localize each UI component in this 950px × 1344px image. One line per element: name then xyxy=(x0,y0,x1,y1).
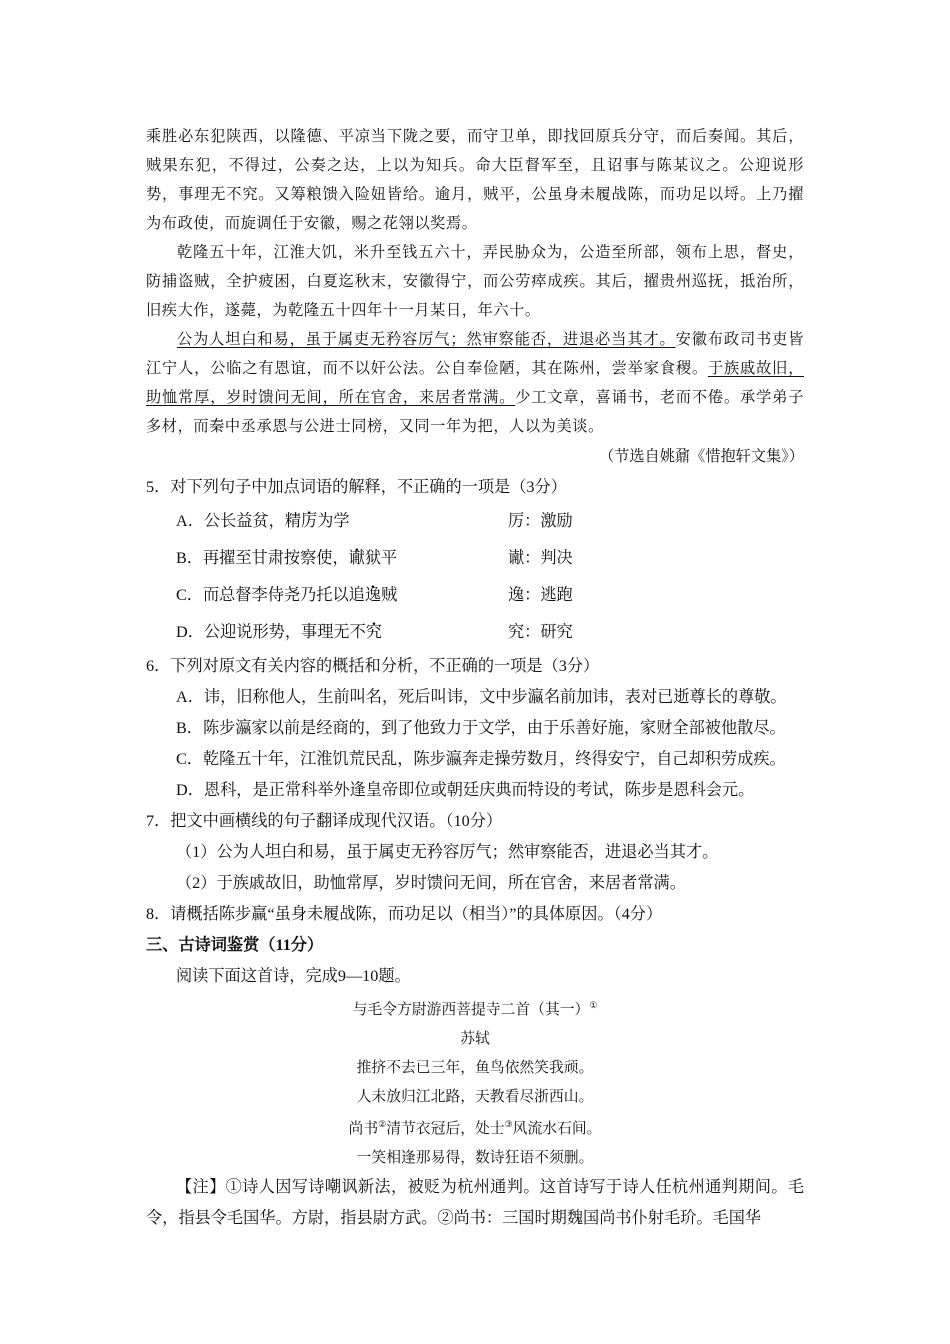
question-5-option-b xyxy=(176,540,804,577)
poem-text: 尚书 xyxy=(348,1119,379,1137)
dotted-word: 谳 xyxy=(348,549,365,567)
poem-line-2: 人未放归江北路，天教看尽浙西山。 xyxy=(356,1087,594,1105)
footnote-marker: ③ xyxy=(504,1119,513,1130)
option-gloss: 厉：激励 xyxy=(508,512,573,530)
question-6-option-d: D．恩科，是正常科举外逢皇帝即位或朝廷庆典而特设的考试，陈步是恩科会元。 xyxy=(176,781,755,799)
option-text: 贼 xyxy=(381,586,398,604)
question-7-item-2: （2）于族戚故旧，助恤常厚，岁时馈问无间，所在官舍，来居者常满。 xyxy=(176,874,686,892)
option-text: 为学 xyxy=(317,512,350,530)
poem-line-4: 一笑相逢那易得，数诗狂语不须删。 xyxy=(356,1148,594,1166)
option-gloss: 谳：判决 xyxy=(508,549,573,567)
question-7-stem: 7．把文中画横线的句子翻译成现代汉语。（10分） xyxy=(146,812,503,830)
question-5-stem: 5．对下列句子中加点词语的解释，不正确的一项是（3分） xyxy=(146,478,567,496)
poem-text: 清节衣冠后，处士 xyxy=(386,1119,505,1137)
passage-text: 少工文章，喜诵书，老而不倦。承学弟子多材，而秦中丞承恩与公进士同榜，又同一年为把，人以为美谈。 xyxy=(146,388,804,435)
option-gloss: 究：研究 xyxy=(508,623,573,641)
poem-title xyxy=(146,992,804,1024)
underlined-sentence-1: 公为人坦白和易，虽于属吏无矜容厉气；然审察能否，进退必当其才。 xyxy=(177,330,676,348)
option-text: 狱平 xyxy=(364,549,398,567)
passage-paragraph-1: 乘胜必东犯陕西，以隆德、平凉当下陇之要，而守卫单，即找回原兵分守，而后奏闻。其后，贼果东犯，不得过，公奏之达，上以为知兵。命大臣督军至，且诏事与陈某议之。公迎说形势，事理无不究。又筹粮馈入险妞皆给。逾月，贼平，公虽身未履战陈，而功足以埒。上乃擢为布政使，而旋调任于安徽，赐之花翎以奖焉。 xyxy=(146,127,804,232)
question-6-option-b: B．陈步瀛家以前是经商的，到了他致力于文学，由于乐善好施，家财全部被他散尽。 xyxy=(176,719,786,737)
question-6-option-c: C．乾隆五十年，江淮饥荒民乱，陈步瀛奔走操劳数月，终得安宁，自己却积劳成疾。 xyxy=(176,750,786,768)
question-7-item-1: （1）公为人坦白和易，虽于属吏无矜容厉气；然审察能否，进退必当其才。 xyxy=(176,843,719,861)
dotted-word: 究 xyxy=(365,623,382,641)
exam-page xyxy=(146,122,804,1234)
poem-title-text: 与毛令方尉游西菩提寺二首（其一） xyxy=(352,1000,590,1018)
poem-note: 【注】①诗人因写诗嘲讽新法，被贬为杭州通判。这首诗写于诗人任杭州通判期间。毛令，指县令毛国华。方尉，指县尉方武。②尚书：三国时期魏国尚书仆射毛玠。毛国华 xyxy=(146,1177,804,1227)
passage-source: （节选自姚鼐《惜抱轩文集》） xyxy=(598,447,804,465)
poem-author: 苏轼 xyxy=(460,1029,490,1047)
passage-paragraph-2: 乾隆五十年，江淮大饥，米升至钱五六十，弄民胁众为，公造至所部，领布上思，督史，防捕盗贼，全护疲困，白夏迄秋末，安徽得宁，而公劳瘁成疾。其后，擢贵州巡抚，抵治所，旧疾大作，遂薨，为乾隆五十四年十一月某日，年六十。 xyxy=(146,243,804,319)
passage-text: 安徽布政司书吏皆江宁人，公临之有恩谊，而不以奸公法。公自奉俭陋，其在陈州，尝举家食稷。 xyxy=(146,330,804,377)
option-text: D．公迎说形势，事理无不 xyxy=(176,623,366,641)
poem-text: 风流水石间。 xyxy=(512,1119,602,1137)
question-5-option-c xyxy=(176,577,804,614)
option-text: C．而总督李侍尧乃托以追 xyxy=(176,586,365,604)
option-text: B．再擢至甘肃按察使， xyxy=(176,549,349,567)
question-6-option-a: A．讳，旧称他人，生前叫名，死后叫讳，文中步瀛名前加讳，表对已逝尊长的尊敬。 xyxy=(176,688,787,706)
footnote-marker: ② xyxy=(378,1119,387,1130)
question-5-option-d xyxy=(176,614,804,651)
question-6-stem: 6．下列对原文有关内容的概括和分析，不正确的一项是（3分） xyxy=(146,657,600,675)
dotted-word: 厉 xyxy=(301,512,318,530)
poem-line-1: 推挤不去已三年，鱼鸟依然笑我顽。 xyxy=(356,1058,594,1076)
dotted-word: 逸 xyxy=(364,586,382,604)
footnote-marker: ① xyxy=(589,1001,598,1011)
option-gloss: 逸：逃跑 xyxy=(508,586,573,604)
underlined-sentence-2: 于族戚故旧，助恤常厚，岁时馈问无间，所在官舍，来居者常满。 xyxy=(146,359,805,406)
section-3-intro: 阅读下面这首诗，完成9—10题。 xyxy=(176,967,411,985)
question-5-option-a xyxy=(176,503,804,540)
option-text: A．公长益贫，精 xyxy=(176,512,302,530)
section-3-title: 三、古诗词鉴赏（11分） xyxy=(146,936,324,954)
question-8-stem: 8．请概括陈步赢“虽身未履战陈，而功足以（相当）”的具体原因。（4分） xyxy=(146,905,663,923)
passage-paragraph-3 xyxy=(146,325,804,441)
poem-line-3 xyxy=(146,1111,804,1143)
